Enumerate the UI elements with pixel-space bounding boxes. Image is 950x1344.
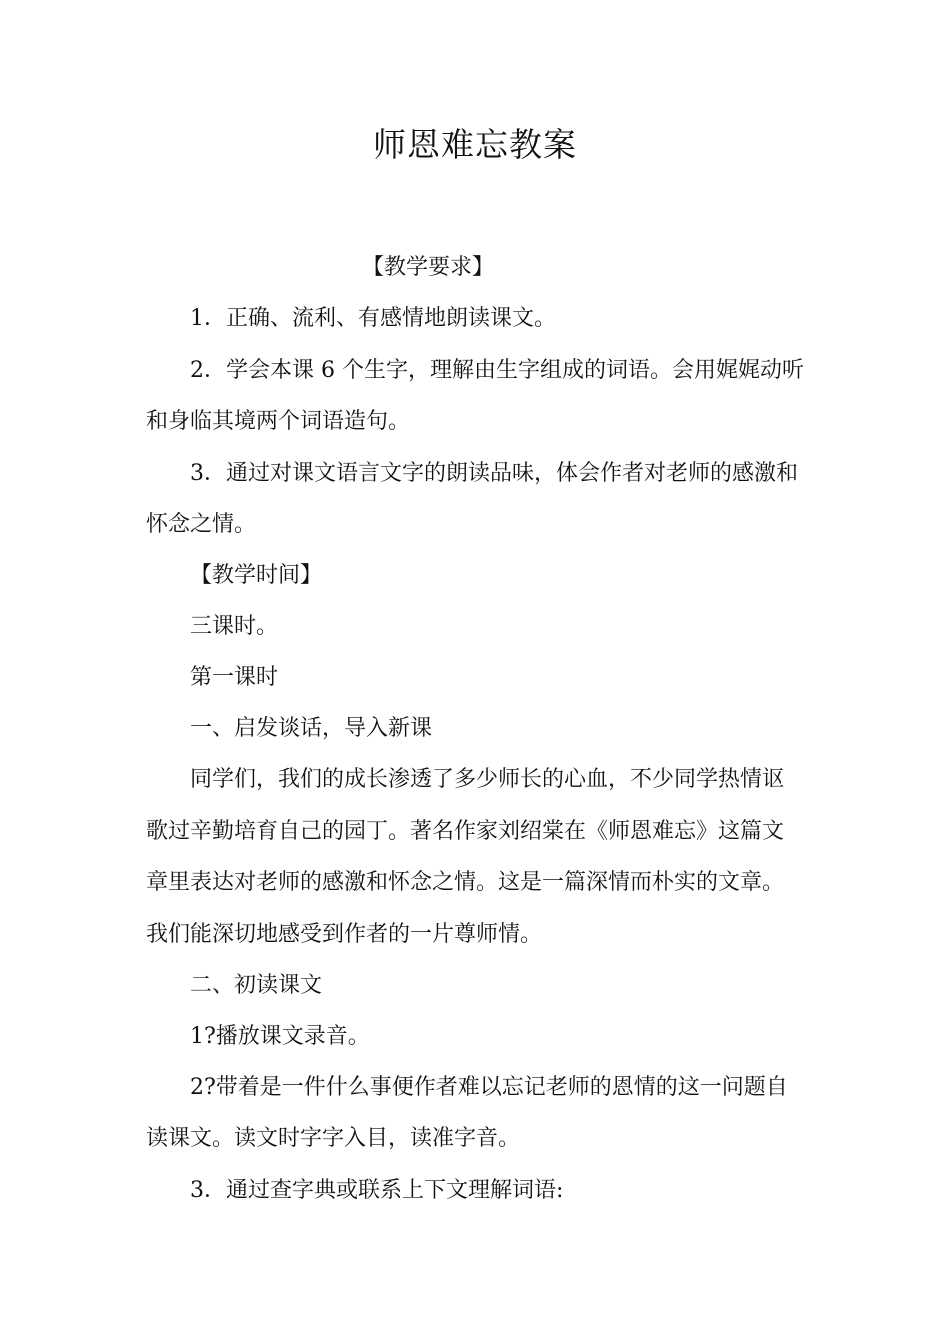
step-3: 3．通过查字典或联系上下文理解词语: (190, 1178, 564, 1203)
document-title: 师恩难忘教案 (373, 125, 577, 164)
section-one-heading: 一、启发谈话，导入新课 (190, 716, 433, 741)
requirement-2-line-1: 2．学会本课 6 个生字，理解由生字组成的词语。会用娓娓动听 (190, 358, 804, 383)
intro-paragraph-line-2: 歌过辛勤培育自己的园丁。著名作家刘绍棠在《师恩难忘》这篇文 (146, 819, 785, 844)
teaching-time-text: 三课时。 (190, 614, 279, 639)
step-1: 1?播放课文录音。 (190, 1024, 370, 1049)
requirement-1: 1．正确、流利、有感情地朗读课文。 (190, 306, 556, 331)
requirement-2-line-2: 和身临其境两个词语造句。 (146, 409, 411, 434)
heading-teaching-time: 【教学时间】 (190, 563, 323, 588)
intro-paragraph-line-1: 同学们，我们的成长渗透了多少师长的心血，不少同学热情讴 (190, 767, 785, 792)
section-two-heading: 二、初读课文 (190, 973, 323, 998)
lesson-one-heading: 第一课时 (190, 665, 279, 690)
requirement-3-line-1: 3．通过对课文语言文字的朗读品味，体会作者对老师的感激和 (190, 461, 798, 486)
intro-paragraph-line-3: 章里表达对老师的感激和怀念之情。这是一篇深情而朴实的文章。 (146, 870, 785, 895)
heading-teaching-requirements: 【教学要求】 (362, 255, 495, 280)
step-2-line-1: 2?带着是一件什么事便作者难以忘记老师的恩情的这一问题自 (190, 1075, 788, 1100)
intro-paragraph-line-4: 我们能深切地感受到作者的一片尊师情。 (146, 922, 543, 947)
step-2-line-2: 读课文。读文时字字入目，读准字音。 (146, 1126, 521, 1151)
requirement-3-line-2: 怀念之情。 (146, 512, 257, 537)
